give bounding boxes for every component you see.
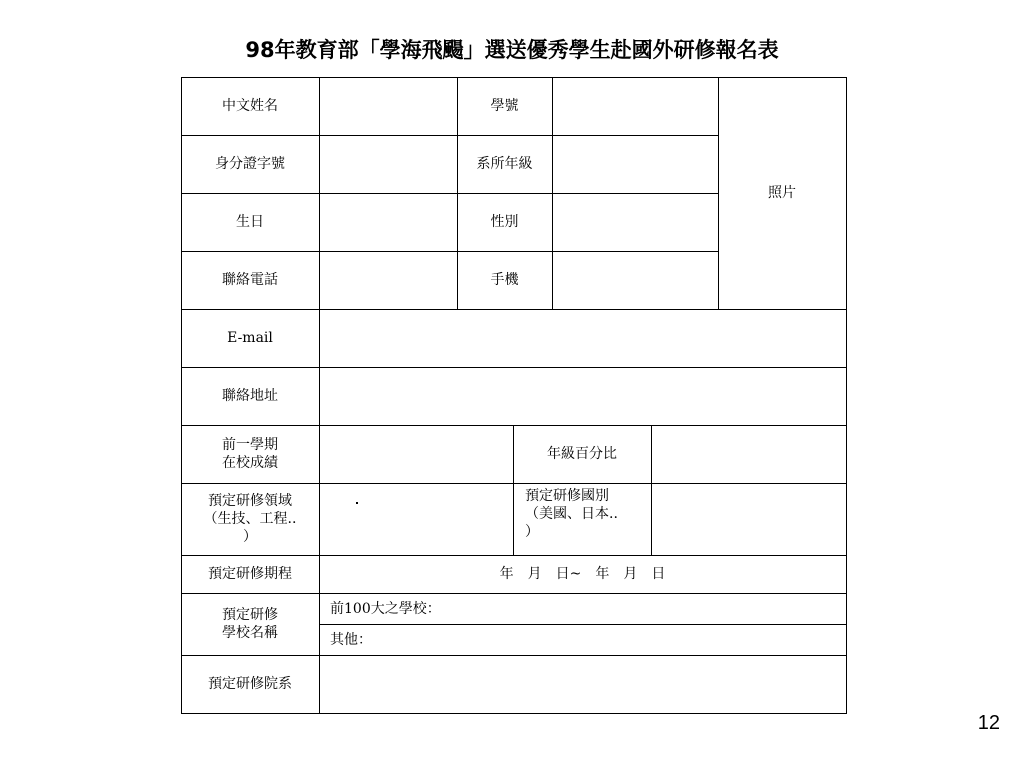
grade-percentile-label: 年級百分比 (547, 446, 617, 462)
student-id-label: 學號 (490, 98, 519, 114)
study-country-label-line2: （美國、日本.. (525, 506, 618, 522)
gender-field[interactable] (553, 194, 717, 250)
birthday-label: 生日 (236, 214, 264, 230)
department-field[interactable] (320, 656, 845, 712)
gender-label: 性別 (490, 214, 519, 230)
prev-grades-label-line2: 在校成績 (222, 455, 278, 471)
study-field-label (181, 483, 319, 555)
study-country-label-line3: ） (525, 524, 539, 540)
mobile-label: 手機 (490, 272, 519, 288)
study-period-label: 預定研修期程 (208, 566, 292, 582)
dept-grade-label: 系所年級 (476, 156, 533, 172)
study-field-label-line1: 預定研修領域 (208, 493, 292, 509)
mobile-field[interactable] (553, 252, 717, 308)
chinese-name-field[interactable] (320, 78, 456, 134)
study-period-field[interactable]: 年 月 日~ 年 月 日 (499, 566, 666, 582)
dept-grade-field[interactable] (553, 136, 717, 192)
form-title: 98年教育部「學海飛颺」選送優秀學生赴國外研修報名表 (245, 38, 779, 62)
prev-grades-label (181, 425, 319, 483)
prev-grades-field[interactable] (320, 426, 512, 482)
birthday-field[interactable] (320, 194, 456, 250)
stray-dot (356, 502, 358, 504)
study-field-label-line2: （生技、工程.. (203, 511, 297, 527)
chinese-name-label: 中文姓名 (222, 98, 278, 114)
other-school-field[interactable]: 其他： (330, 632, 372, 648)
id-number-label: 身分證字號 (215, 156, 285, 172)
page-number: 12 (977, 712, 1000, 734)
phone-label: 聯絡電話 (222, 272, 278, 288)
email-label: E-mail (227, 330, 273, 346)
study-field-label-line3: ） (243, 529, 257, 545)
study-country-field[interactable] (652, 484, 845, 554)
photo-box[interactable]: 照片 (768, 185, 796, 201)
address-label: 聯絡地址 (222, 388, 278, 404)
address-field[interactable] (320, 368, 845, 424)
department-label: 預定研修院系 (208, 676, 292, 692)
top100-school-field[interactable]: 前100大之學校： (330, 601, 441, 617)
school-name-label-line1: 預定研修 (222, 607, 278, 623)
student-id-field[interactable] (553, 78, 717, 134)
table-line (846, 77, 847, 714)
study-field-field[interactable] (320, 484, 512, 554)
table-line (181, 713, 847, 714)
id-number-field[interactable] (320, 136, 456, 192)
phone-field[interactable] (320, 252, 456, 308)
prev-grades-label-line1: 前一學期 (222, 437, 278, 453)
school-name-label-line2: 學校名稱 (222, 625, 278, 641)
email-field[interactable] (320, 310, 845, 366)
study-country-label (513, 483, 651, 555)
school-name-label (181, 593, 319, 655)
study-country-label-line1: 預定研修國別 (525, 488, 609, 504)
grade-percentile-field[interactable] (652, 426, 845, 482)
